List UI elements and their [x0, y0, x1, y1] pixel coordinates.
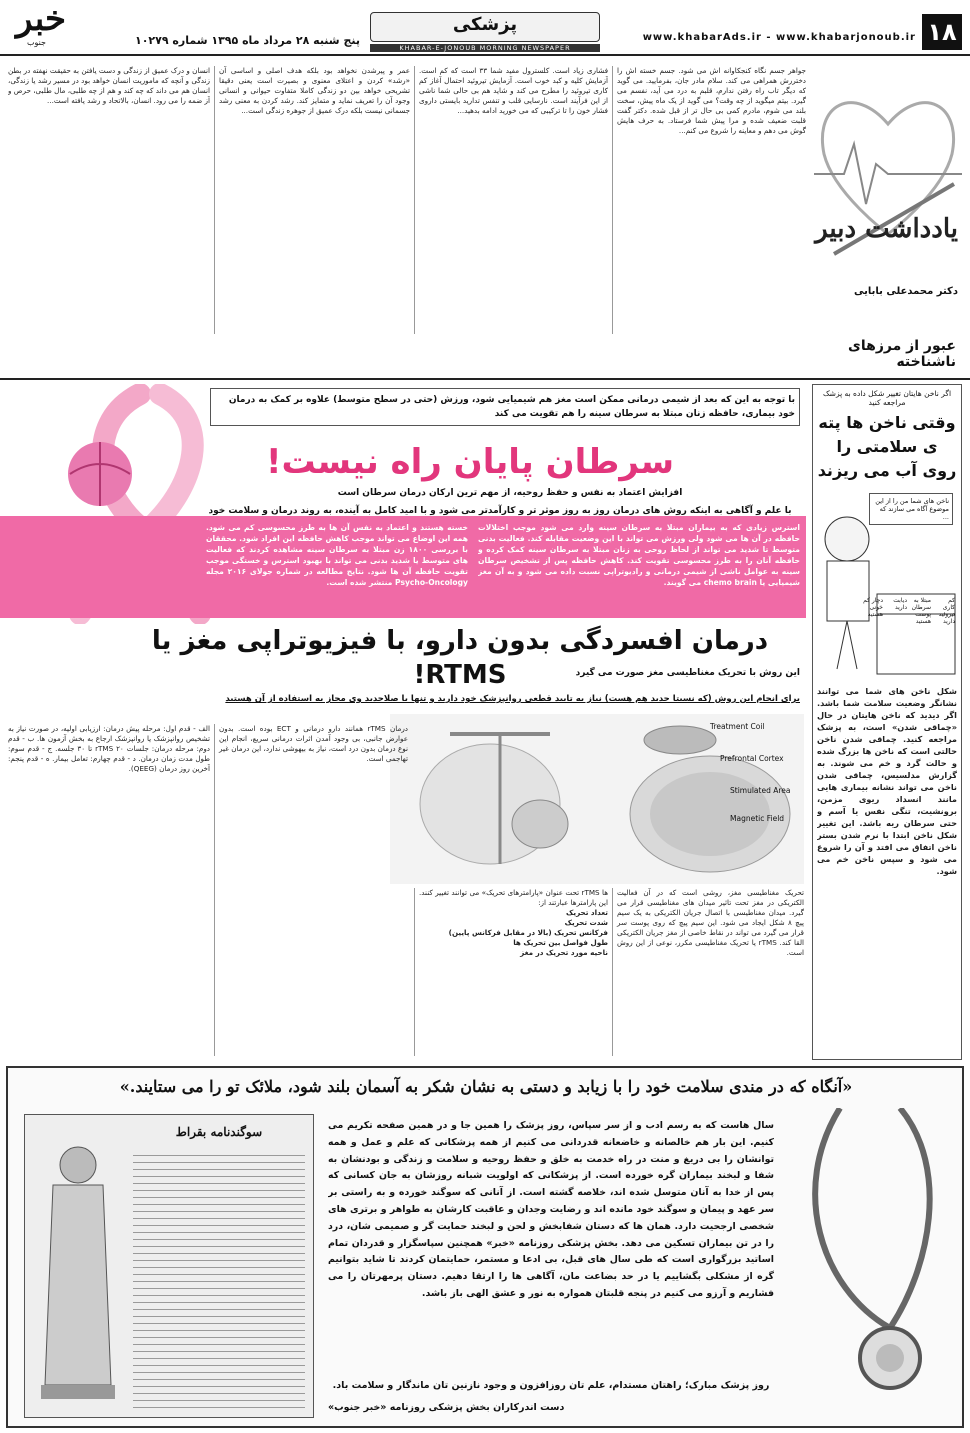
- rtms-param: ناحیه مورد تحریک در مغز: [520, 948, 608, 957]
- oath-title: سوگندنامه بقراط: [175, 1125, 263, 1139]
- hippocrates-statue-illustration: [33, 1135, 123, 1405]
- cancer-body-left: خسته هستند و اعتماد به نفس آن ها به طرز محسوسی کم می شود. همه این اوضاع می تواند موجب کاهش حافظه این افراد شود. محققان با بررسی ۱۸۰۰ زن مبتلا به سرطان سینه مشاهده کردند که فعالیت های متوسط یا شدید بدنی می تواند با بهبود استرس و خستگی موجب تقویت حافظه آن ها شود. نتایج مطالعه در شماره جولای ۲۰۱۶ مجله Psycho-Oncology منتشر شده است.: [206, 523, 468, 587]
- doctors-day: [6, 1066, 964, 1428]
- logo: خبر: [15, 0, 66, 39]
- cancer-sub2: با علم و آگاهی به اینکه روش های درمان روز به روز موثر تر و کارآمدتر می شود و با امید کامل به آینده، به روند درمان و سلامت خود: [208, 506, 792, 516]
- cancer-lead: با توجه به این که بعد از شیمی درمانی ممکن است مغز هم شیمیایی شود، ورزش (حتی در سطح متوسط) علاوه بر کمک به درمان خود بیماری، حافظه زنان مبتلا به سرطان سینه را هم تقویت می کند: [210, 388, 800, 426]
- nails-intro: اگر ناخن هایتان تغییر شکل داده به پزشک مراجعه کنید: [822, 389, 952, 407]
- nails-headline: وقتی ناخن ها پته ی سلامتی را روی آب می ریزند: [817, 413, 957, 480]
- rtms-param: شدت تحریک: [564, 918, 608, 927]
- rtms-col2: [414, 888, 608, 1056]
- oath-script-lines: [133, 1149, 305, 1409]
- subtitle-en: KHABAR-E-JONOUB MORNING NEWSPAPER: [370, 44, 600, 52]
- editor-column: [0, 58, 970, 380]
- rtms-param: فرکانس تحریک (بالا در مقابل فرکانس پایین): [448, 928, 608, 937]
- nails-body: شکل ناخن های شما می توانند نشانگر وضعیت سلامت شما باشد. اگر دیدید که ناخن هایتان در حال «چماقی شدن» است، به پزشک مراجعه کنید. چماقی شدن ناخن حالتی است که ناخن ها بزرگ شده و حالت گرد و خم می شوند. به گزارش مدلسیس، چماقی شدن ناخن می تواند نشانه بیماری هایی مانند انسداد ریوی مزمن، برونشیت، تنگی نفس یا آسم و حتی سرطان ریه باشد. این تغییر شکل ناخن ابتدا با نرم شدن بستر ناخن اتفاق می افتد و آن را شروع می شود و سپس ناخن خم می شود.: [817, 686, 957, 876]
- rtms-col1: تحریک مغناطیسی مغز، روشی است که در آن فعالیت الکتریکی در مغز تحت تاثیر میدان های مغناطیسی قرار می گیرد. میدان مغناطیسی با اتصال جریان الکتریکی به یک سیم پیچ ۸ شکل ایجاد می شود. این سیم پیچ که روی پوست سر قرار می گیرد می تواند در نقاط خاصی از مغز جریان الکتریکی القا کند. rTMS یا تحریک مغناطیسی مکرر، نوعی از این روش است.: [612, 888, 804, 1056]
- rtms-col2-intro: ها rTMS تحت عنوان «پارامترهای تحریک» می توانند تغییر کنند. این پارامترها عبارتند از:: [419, 888, 608, 907]
- rtms-param: طول فواصل بین تحریک ها: [513, 938, 608, 947]
- cartoon-label-3: دیابت دارید: [893, 597, 907, 611]
- nails-sidebar: [812, 384, 962, 1060]
- cancer-headline: سرطان پایان راه نیست!: [265, 442, 675, 482]
- rtms-sub: این روش با تحریک مغناطیسی مغز صورت می گیرد: [575, 668, 800, 678]
- cancer-sub1: افزایش اعتماد به نفس و حفظ روحیه، از مهم ترین ارکان درمان سرطان است: [337, 488, 683, 498]
- heart-pulse-illustration: [814, 64, 962, 294]
- doctors-quote: «آنگاه که در مندی سلامت خود را با زیابد و دستی به نشان شکر به آسمان بلند شود، ملائک تو را می ستایند.»: [119, 1077, 853, 1096]
- column-bottom-rule: [0, 378, 970, 380]
- doctors-closing: روز پزشک مبارک؛ راهتان مستدام، علم تان روزافزون و وجود نازنین تان ماندگار و سلامت باد.: [332, 1380, 770, 1391]
- rtms-note: برای انجام این روش (که نسبتا جدید هم هست) نیاز به تایید قطعی روانپزشک خود دارید و تنها با صلاحدید وی مجاز به استفاده از آن هستید: [225, 694, 800, 704]
- rtms-headline: درمان افسردگی بدون دارو، با فیزیوتراپی مغز یا RTMS!: [151, 626, 769, 690]
- column-label: یادداشت دبیر: [815, 214, 958, 244]
- column-art: [814, 64, 962, 304]
- figure-label-coil: Treatment Coil: [710, 722, 765, 731]
- logo-sub: جنوب: [26, 38, 46, 47]
- websites: www.khabarAds.ir - www.khabarjonoub.ir: [642, 32, 916, 43]
- cancer-body-right: استرس زیادی که به بیماران مبتلا به سرطان سینه وارد می شود موجب اختلالات حافظه در آن ها می شود ولی ورزش می تواند با این وضعیت مقابله کند. فعالیت بدنی متوسط تا شدید می تواند از لحاظ روحی به زنان مبتلا به سرطان سینه کمک کرده و حافظه آنان را به طرز محسوسی تقویت کند. کاهش حافظه پس از تشخیص سرطان سینه به عوامل ناشی از شیمی درمانی و رادیوتراپی نسبت داده می شود و به آن مغز شیمیایی یا chemo brain می گویند.: [478, 523, 800, 587]
- figure-label-area: Stimulated Area: [730, 786, 791, 795]
- figure-label-cortex: Prefrontal Cortex: [720, 754, 784, 763]
- date-issue: پنج شنبه ۲۸ مرداد ماه ۱۳۹۵ شماره ۱۰۲۷۹: [134, 34, 360, 47]
- cartoon-label-2: مبتلا به سرطان پوست هستید: [911, 597, 931, 625]
- column-body-4: انسان و درک عمیق از زندگی و دست یافتن به حقیقت نهفته در بطن زندگی و آنچه که ماموریت انسان خواهد بود در مسیر رشد یا زندگی، انسان هم می داند که چه کند و هم از چه طلبی، مال طلبی، حرص و آز ضمه را می رود. انسان، بالاتحاد و رشد یافته است...: [8, 66, 210, 105]
- masthead-rule: [0, 54, 970, 56]
- column-body-3: عمر و پیرشدن نخواهد بود بلکه هدف اصلی و اساسی آن «رشد» کردن و اعتلای معنوی و بصیرت است یعنی دقیقا تشریحی خواهد بین دو زندگی کاملا متفاوت حیوانی و انسانی وجود آن را تعریف نماید و متمایز کند. رشد کردن به معنی رشد جسمانی نیست بلکه درک عمیق از جوهره زندگی است...: [214, 66, 410, 334]
- cartoon-label-1: کم کاری تیروئید دارید: [938, 597, 955, 625]
- column-body-2: فشاری زیاد است. کلسترول مفید شما ۳۳ است که کم است. آزمایش کلیه و کبد خوب است. آزمایش تیروئید احتمال آغاز کم کاری تیروئید را مطرح می کند و شاید هم بی حالی شما ناشی از این فرآیند است. نارسایی قلب و تنفس تدارید بایستی داروی فشار خون را تا ترکیبی که می خورید ادامه بدهید...: [414, 66, 608, 334]
- masthead: [0, 0, 970, 56]
- doctors-signature: دست اندرکاران بخش پزشکی روزنامه «خبر جنوب»: [328, 1402, 565, 1413]
- rtms-param: تعداد تحریک: [566, 908, 608, 917]
- stethoscope-illustration: [780, 1108, 956, 1418]
- cartoon-label-4: دچار کم خونی هستید: [863, 597, 883, 618]
- page-number: ۱۸: [922, 14, 962, 50]
- hippocrates-oath-frame: [24, 1114, 314, 1418]
- rtms-col4: الف - قدم اول: مرحله پیش درمان: ارزیابی اولیه، در صورت نیاز به تشخیص روانپزشک یا روانپزشک ارجاع به بخش آزمون ها. ب - قدم دوم: مرحله درمان: جلسات rTMS ۲۰ تا ۳۰ جلسه. ج - قدم سوم: طول مدت زمان درمان. د - قدم چهارم: تعامل بیمار. ه - قدم پنجم: آخرین روز درمان (QEEG).: [8, 724, 210, 773]
- column-author: دکتر محمدعلی بابایی: [853, 286, 958, 297]
- doctors-body: سال هاست که به رسم ادب و از سر سپاس، روز پزشک را همین جا و در همین صفحه تکریم می کنیم. این بار هم خالصانه و خاضعانه قدردانی می کنیم از همه پزشکانی که علم و عمل و همه توانشان را بی دریغ و منت در راه خدمت به خلق و حفظ روحیه و سلامت و زندگی و بودنشان به شفا و لبخند بیماران گره خورده است. از پزشکانی که اولویت شبانه روزشان به جان کسانی که پس از خدا به آنان متوسل شده اند، خلاصه گشته است. از آنانی که سوگند خورده و به راستی بر سر عهد و پیمان و سوگند خود مانده اند و رضایت وجدان و عاقبت کارشان به طواهر و برتری های شخصی ارجحیت دارد. همان ها که دستان شفابخش و لحن و لبخند حمایت گر و صمیمی شان، درد را در تن بیماران تسکین می دهد. بخش پزشکی روزنامه «خبر» همچنین سپاسگزار و قدردان تمام اساتید بزرگواری است که طی سال های قبل، بی ادعا و مستمر، حمایتمان کردند تا شاید بتوانیم گره از مشکلی بگشاییم یا در حد بضاعت مان، آگاهی ها را ارتقا دهیم. دستان پرمهرتان را می فشاریم و آرزو می کنیم در پنجه قلبتان همواره به نور و عشق الهی باز باشد.: [328, 1120, 774, 1299]
- rtms-col3: درمان rTMS همانند دارو درمانی و ECT بوده است. بدون عوارض جانبی، بی وجود آمدن اثرات درمانی سریع، انجام این نوع درمان بدون درد است، نیاز به بیهوشی ندارد، این درمان غیر تهاجمی است.: [214, 724, 408, 1056]
- section-title: پزشکی: [452, 14, 518, 35]
- nails-cartoon: [817, 489, 957, 679]
- column-title: عبور از مرزهای ناشناخته: [848, 338, 956, 370]
- brain-coil-illustration: [390, 714, 804, 884]
- rtms-article: [0, 624, 806, 1060]
- cancer-article: [0, 384, 806, 624]
- rtms-figure: [390, 714, 804, 884]
- cartoon-caption: ناخن های شما من را از این موضوع آگاه می سازند که ...: [869, 493, 953, 525]
- figure-label-field: Magnetic Field: [730, 814, 785, 823]
- column-body-1: جواهر جسم نگاه کنجکاوانه اش می شود. جسم خسته اش را دختررش همراهی می کند. سلام مادر جان، بفرمایید. می گوید که دیگر تاب راه رفتن ندارم، قلبم به درد می آید، نفسم می گیرد. بیتم میگوید از چه وقت؟ می گوید از یک ماه پیش، سخت بلند می شوم، مادرم کمی بی حال تر از قبل شده. دکتر گفت قلبت ضعیف شده و مرا پیش شما فرستاد. به حرف هایش گوش می دهم و معاینه را شروع می کنم...: [612, 66, 806, 334]
